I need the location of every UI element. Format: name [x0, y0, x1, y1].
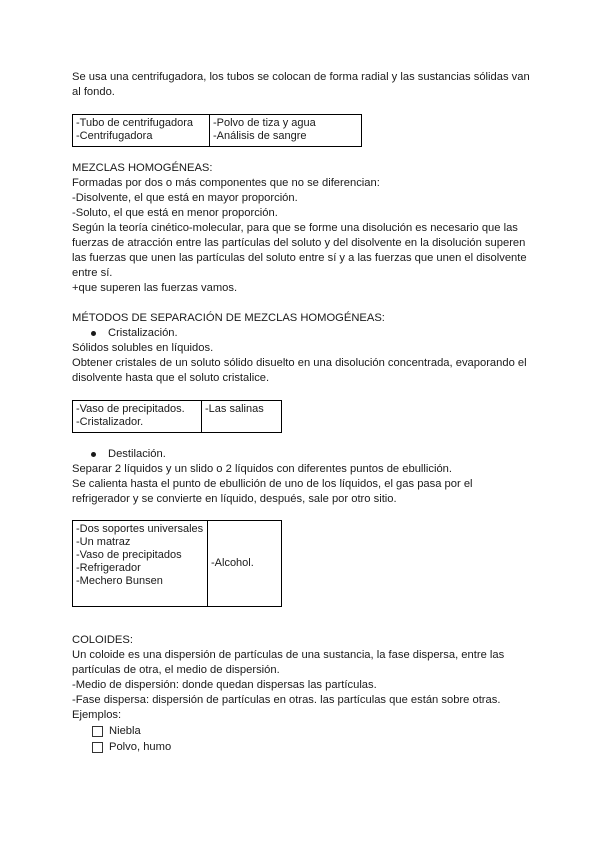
bullet-item: Destilación. — [72, 447, 532, 462]
paragraph: Formadas por dos o más componentes que no se diferencian: — [72, 177, 380, 189]
checkbox-icon[interactable] — [92, 726, 103, 737]
examples-cell: -Las salinas — [202, 401, 282, 433]
methods-heading: MÉTODOS DE SEPARACIÓN DE MEZCLAS HOMOGÉNEAS: — [72, 312, 385, 324]
centrifugation-table — [72, 114, 362, 147]
bullet-icon — [91, 452, 96, 457]
colloids-heading: COLOIDES: — [72, 634, 133, 646]
bullet-item: Cristalización. — [72, 326, 532, 341]
paragraph: Un coloide es una dispersión de partículas de una sustancia, la fase dispersa, entre las partículas de otra, el medio de dispersión. — [72, 649, 505, 676]
paragraph: +que superen las fuerzas vamos. — [72, 282, 238, 294]
document-page — [72, 70, 532, 755]
paragraph: Separar 2 líquidos y un slido o 2 líquidos con diferentes puntos de ebullición. — [72, 463, 452, 475]
paragraph: -Fase dispersa: dispersión de partículas en otras. las partículas que están sobre otras. — [72, 694, 501, 706]
paragraph: Sólidos solubles en líquidos. — [72, 342, 214, 354]
paragraph: Según la teoría cinético-molecular, para que se forme una disolución es necesario que las fuerzas de atracción entre las partículas del soluto y del disolvente en la disolución superen las fuerzas que unen las partículas del soluto entre sí y a las fuerzas que unen el disolvente entre sí. — [72, 222, 527, 279]
checklist-item[interactable]: Polvo, humo — [72, 739, 532, 755]
centrifugation-description: Se usa una centrifugadora, los tubos se colocan de forma radial y las sustancias sólidas van al fondo. — [72, 71, 530, 98]
materials-cell: -Dos soportes universales -Un matraz -Vaso de precipitados -Refrigerador -Mechero Bunsen — [73, 521, 208, 607]
paragraph: -Soluto, el que está en menor proporción. — [72, 207, 278, 219]
checkbox-icon[interactable] — [92, 742, 103, 753]
materials-cell: -Tubo de centrifugadora -Centrifugadora — [73, 115, 210, 147]
examples-cell: -Polvo de tiza y agua -Análisis de sangre — [210, 115, 362, 147]
checklist-item[interactable]: Niebla — [72, 723, 532, 739]
distillation-table — [72, 520, 282, 607]
examples-cell: -Alcohol. — [208, 521, 282, 607]
crystallization-table — [72, 400, 282, 433]
homogeneous-heading: MEZCLAS HOMOGÉNEAS: — [72, 162, 213, 174]
paragraph: Obtener cristales de un soluto sólido disuelto en una disolución concentrada, evaporando el disolvente hasta que el soluto cristalice. — [72, 357, 527, 384]
paragraph: -Disolvente, el que está en mayor proporción. — [72, 192, 298, 204]
paragraph: Ejemplos: — [72, 709, 122, 721]
paragraph: Se calienta hasta el punto de ebullición de uno de los líquidos, el gas pasa por el refrigerador y se convierte en líquido, después, sale por otro sitio. — [72, 478, 473, 505]
materials-cell: -Vaso de precipitados. -Cristalizador. — [73, 401, 202, 433]
bullet-icon — [91, 331, 96, 336]
paragraph: -Medio de dispersión: donde quedan dispersas las partículas. — [72, 679, 377, 691]
